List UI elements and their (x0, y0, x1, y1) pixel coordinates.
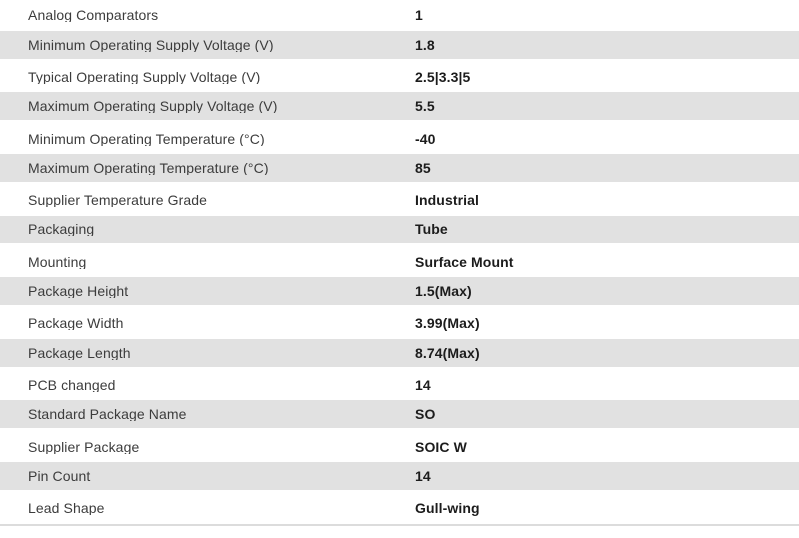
spec-label: Mounting (28, 254, 87, 269)
table-row (0, 123, 799, 154)
table-row (0, 400, 799, 431)
spec-label: Maximum Operating Temperature (°C) (28, 160, 269, 175)
table-row (0, 431, 799, 462)
spec-value: -40 (415, 130, 436, 147)
spec-label: Maximum Operating Supply Voltage (V) (28, 99, 278, 114)
spec-value: SO (415, 406, 436, 423)
spec-label: Package Length (28, 345, 131, 360)
table-row (0, 339, 799, 370)
spec-label: Standard Package Name (28, 407, 187, 422)
spec-label: Package Width (28, 316, 124, 331)
spec-value: 14 (415, 467, 431, 484)
table-row (0, 92, 799, 123)
table-row (0, 462, 799, 493)
spec-value: 1 (415, 7, 423, 24)
table-row (0, 493, 799, 524)
table-row (0, 62, 799, 93)
spec-label: Supplier Package (28, 439, 140, 454)
spec-label: Packaging (28, 222, 95, 237)
spec-label: Minimum Operating Temperature (°C) (28, 131, 265, 146)
spec-value: SOIC W (415, 438, 467, 455)
table-row (0, 308, 799, 339)
spec-label: Supplier Temperature Grade (28, 193, 207, 208)
spec-value: 14 (415, 376, 431, 393)
spec-value: 2.5|3.3|5 (415, 68, 471, 85)
spec-value: Gull-wing (415, 500, 480, 517)
spec-value: 1.5(Max) (415, 283, 472, 300)
table-row (0, 154, 799, 185)
spec-label: Lead Shape (28, 501, 105, 516)
spec-value: 85 (415, 159, 431, 176)
spec-value: Tube (415, 221, 448, 238)
spec-label: Pin Count (28, 468, 91, 483)
spec-value: 8.74(Max) (415, 344, 480, 361)
spec-value: Industrial (415, 192, 480, 209)
spec-label: PCB changed (28, 377, 116, 392)
spec-value: 5.5 (415, 98, 435, 115)
table-row (0, 246, 799, 277)
table-row (0, 0, 799, 31)
spec-label: Typical Operating Supply Voltage (V) (28, 69, 261, 84)
spec-label: Minimum Operating Supply Voltage (V) (28, 37, 274, 52)
table-row (0, 370, 799, 401)
table-row (0, 216, 799, 247)
spec-value: 3.99(Max) (415, 315, 480, 332)
table-row (0, 185, 799, 216)
table-row (0, 277, 799, 308)
table-row (0, 31, 799, 62)
spec-value: 1.8 (415, 36, 435, 53)
spec-label: Analog Comparators (28, 8, 159, 23)
spec-label: Package Height (28, 284, 129, 299)
spec-value: Surface Mount (415, 253, 514, 270)
